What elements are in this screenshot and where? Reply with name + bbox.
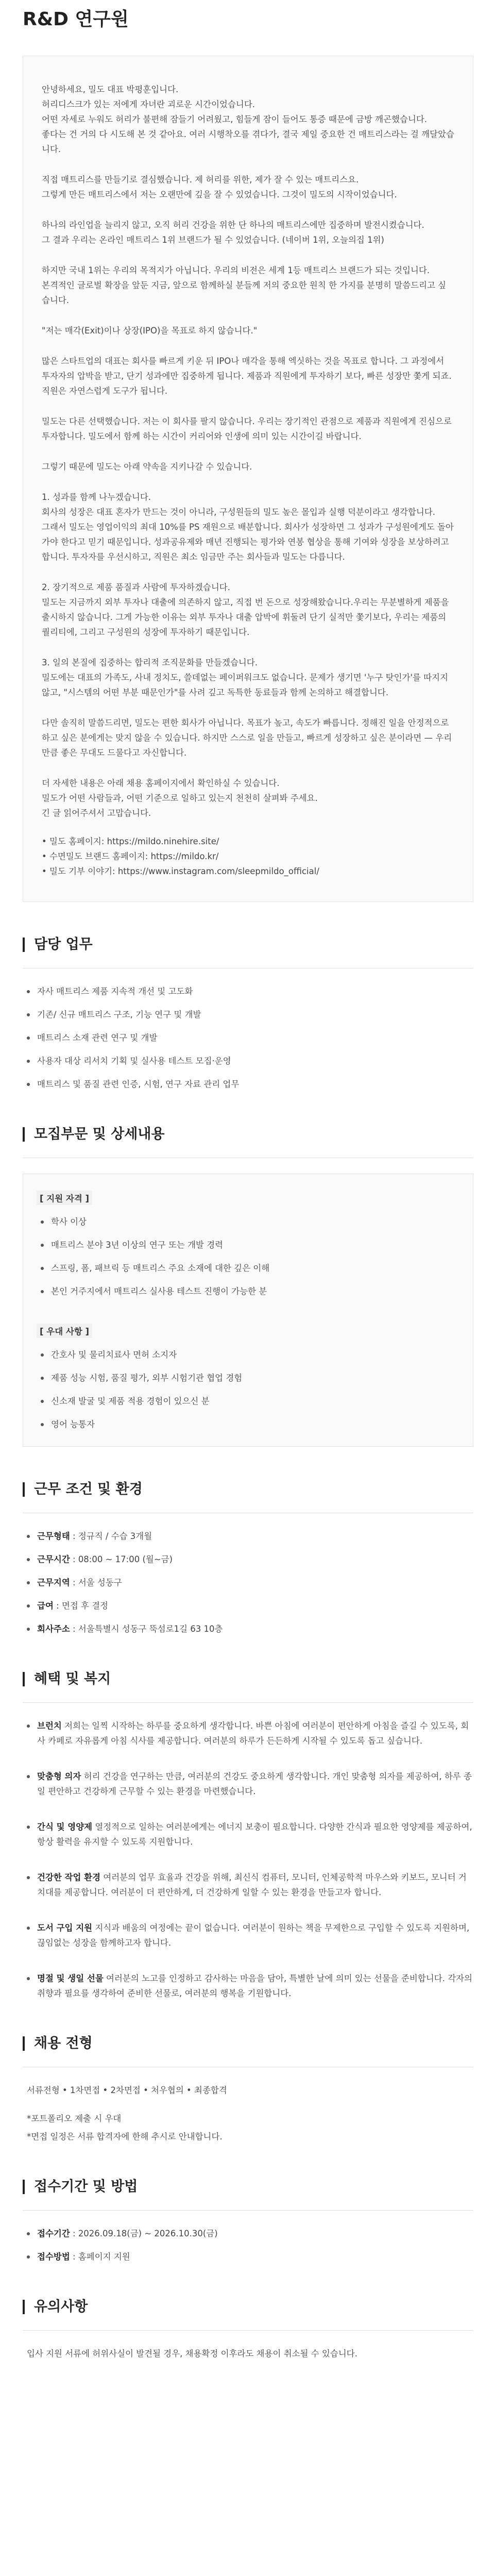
section-header (23, 1670, 473, 1688)
bullet-icon (27, 1977, 30, 1980)
list-item: 스프링, 폼, 패브릭 등 매트리스 주요 소재에 대한 깊은 이해 (37, 1261, 459, 1276)
intro-paragraph: 다만 솔직히 말씀드리면, 밀도는 편한 회사가 아닙니다. 목표가 높고, 속도가 빠릅니다. 정해진 일을 안정적으로 하고 싶은 분에게는 맞지 않을 수 있습니다. 하지만 스스로 일을 만들고, 빠르게 성장하고 싶은 분이라면 — 우리만큼 좋은 무대도 드물다고 자신합니다. (42, 718, 452, 758)
section-header (23, 2178, 473, 2196)
bullet-icon (27, 1581, 30, 1584)
bullet-icon (27, 1013, 30, 1016)
bullet-icon (27, 1036, 30, 1040)
section-benefits (23, 1670, 473, 2001)
bullet-icon (41, 1400, 44, 1403)
list-item: 매트리스 분야 3년 이상의 연구 또는 개발 경력 (37, 1237, 459, 1252)
list-item: 도서 구입 지원 지식과 배움의 여정에는 끝이 없습니다. 여러분이 원하는 책을 무제한으로 구입할 수 있도록 지원하며, 끊임없는 성장을 함께하고자 합니다. (23, 1920, 473, 1950)
intro-paragraph: 직접 매트리스를 만들기로 결심했습니다. 제 허리를 위한, 제가 잘 수 있는 매트리스요. 그렇게 만든 매트리스에서 저는 오랜만에 깊을 잘 수 있었습니다. 그것이 밀도의 시작이었습니다. (42, 175, 397, 199)
list-item: 본인 거주지에서 매트리스 실사용 테스트 진행이 가능한 분 (37, 1284, 459, 1299)
process-note: *면접 일정은 서류 합격자에 한해 추시로 안내합니다. (27, 2132, 223, 2142)
bullet-icon (27, 1775, 30, 1778)
link-homepage[interactable]: • 밀도 홈페이지: https://mildo.ninehire.site/ (42, 837, 219, 846)
list-item: 급여 : 면접 후 결정 (23, 1598, 473, 1613)
promise-3: 3. 일의 본질에 집중하는 합리적 조직문화를 만들겠습니다. 밀도에는 대표의 가족도, 사내 정치도, 쓸데없는 페이퍼워크도 없습니다. 문제가 생기면 '누구 탓인가'를 따지지 않고, "시스템의 어떤 부분 때문인가"를 사려 깊고 독특한 동료들과 함께 논의하고 해결합니다. (42, 658, 449, 697)
section-bar (23, 1672, 25, 1686)
intro-quote: "저는 매각(Exit)이나 상장(IPO)을 목표로 하지 않습니다." (42, 326, 258, 336)
preferred-label: [ 우대 사항 ] (37, 1324, 92, 1338)
section-bar (23, 1127, 25, 1142)
bullet-icon (41, 1353, 44, 1357)
list-item: 브런치 저희는 일찍 시작하는 하루를 중요하게 생각합니다. 바쁜 아침에 여러분이 편안하게 아침을 즐길 수 있도록, 회사 카페로 자유롭게 아침 식사를 제공합니다. 여러분의 하루가 든든하게 시작될 수 있도록 돕고 싶습니다. (23, 1718, 473, 1748)
bullet-icon (27, 1604, 30, 1608)
section-process (23, 2035, 473, 2144)
required-label: [ 지원 자격 ] (37, 1191, 92, 1205)
list-item: 명절 및 생일 선물 여러분의 노고를 인정하고 감사하는 마음을 담아, 특별한 날에 의미 있는 선물을 준비합니다. 각자의 취향과 필요를 생각하여 준비한 선물로, 여러분의 행복을 기원합니다. (23, 1971, 473, 2001)
process-note: *포트폴리오 제출 시 우대 (27, 2114, 122, 2123)
section-header (23, 2298, 473, 2316)
list-item: 회사주소 : 서울특별시 성동구 뚝섬로1길 63 10층 (23, 1621, 473, 1636)
section-title: 유의사항 (34, 2299, 88, 2315)
bullet-icon (41, 1290, 44, 1293)
bullet-icon (27, 1628, 30, 1631)
list-item: 맞춤형 의자 허리 건강을 연구하는 만큼, 여러분의 건강도 중요하게 생각합니다. 개인 맞춤형 의자를 제공하여, 하루 종일 편안하고 건강하게 근무할 수 있는 환경을 마련했습니다. (23, 1769, 473, 1799)
section-bar (23, 1482, 25, 1497)
process-steps: 서류전형 • 1차면접 • 2차면접 • 처우협의 • 최종합격 (27, 2085, 227, 2095)
bullet-icon (27, 1558, 30, 1561)
section-header (23, 1481, 473, 1498)
section-header (23, 936, 473, 954)
bullet-icon (27, 1535, 30, 1538)
section-notes (23, 2298, 473, 2361)
list-item: 간식 및 영양제 열정적으로 일하는 여러분에게는 에너지 보충이 필요합니다. 다양한 간식과 필요한 영양제를 제공하여, 항상 활력을 유지할 수 있도록 지원합니다. (23, 1819, 473, 1849)
promise-1: 1. 성과를 함께 나누겠습니다. 회사의 성장은 대표 혼자가 만드는 것이 아니라, 구성원들의 밀도 높은 몰입과 실행 덕분이라고 생각합니다. 그래서 밀도는 영업이익의 최대 10%를 PS 재원으로 배분합니다. 회사가 성장하면 그 성과가 구성원에게도 돌아가야 한다고 믿기 때문입니다. 성과공유제와 매년 진행되는 평가와 연봉 협상을 통해 기여와 성장을 보상하려고 합니다. 투자자를 우선시하고, 직원은 최소 임금만 주는 회사들과 밀도는 다릅니다. (42, 492, 454, 562)
page-title: R&D 연구원 (23, 9, 129, 30)
intro-paragraph: 하지만 국내 1위는 우리의 목적지가 아닙니다. 우리의 비전은 세계 1등 매트리스 브랜드가 되는 것입니다. 본격적인 글로벌 확장을 앞둔 지금, 앞으로 함께하실 분들께 저의 중요한 원칙 한 가지를 분명히 말씀드리고 싶습니다. (42, 265, 447, 305)
section-title: 근무 조건 및 환경 (34, 1481, 143, 1497)
section-title: 담당 업무 (34, 936, 93, 952)
section-bar (23, 2300, 25, 2314)
list-item: 접수기간 : 2026.09.18(금) ~ 2026.10.30(금) (23, 2226, 473, 2241)
divider (23, 2210, 473, 2211)
bullet-icon (27, 1083, 30, 1086)
link-brand[interactable]: • 수면밀도 브랜드 홈페이지: https://mildo.kr/ (42, 851, 219, 861)
section-title: 채용 전형 (34, 2035, 93, 2051)
list-item: 사용자 대상 리서치 기획 및 실사용 테스트 모집·운영 (23, 1053, 473, 1068)
intro-paragraph: 많은 스타트업의 대표는 회사를 빠르게 키운 뒤 IPO나 매각을 통해 엑싯하는 것을 목표로 합니다. 그 과정에서 투자자의 압박을 받고, 단기 성과에만 집중하게 됩니다. 제품과 직원에게 투자하기 보다, 빠른 성장만 쫓게 되죠. 직원은 자연스럽게 도구가 됩니다. (42, 356, 452, 396)
list-item: 영어 능통자 (37, 1417, 459, 1432)
promise-2: 2. 장기적으로 제품 품질과 사람에 투자하겠습니다. 밀도는 지금까지 외부 투자나 대출에 의존하지 않고, 직접 번 돈으로 성장해왔습니다.우리는 무분별하게 제품을 출시하지 않습니다. 그게 가능한 이유는 외부 투자나 대출 압박에 휘둘려 단기 실적만 쫓기보다, 우리는 제품의 퀄리티에, 그리고 구성원의 성장에 투자하기 때문입니다. (42, 582, 449, 637)
section-title: 혜택 및 복지 (34, 1671, 111, 1687)
divider (23, 2330, 473, 2331)
bullet-icon (41, 1220, 44, 1224)
bullet-icon (27, 2255, 30, 2259)
intro-paragraph: 그렇기 때문에 밀도는 아래 약속을 지키나갈 수 있습니다. (42, 462, 252, 472)
bullet-icon (27, 1876, 30, 1879)
section-header (23, 1126, 473, 1143)
intro-paragraph: 안녕하세요, 밀도 대표 박평훈입니다. 허리디스크가 있는 저에게 자녀란 괴로운 시간이었습니다. 어떤 자세로 누워도 허리가 불편해 잠들기 어려웠고, 힘들게 잠이 들어도 통증 때문에 금방 깨곤했습니다. 좋다는 건 거의 다 시도해 본 것 같아요. 여러 시행착오를 겪다가, 결국 제일 중요한 건 매트리스라는 걸 깨달았습니다. (42, 85, 454, 154)
intro-paragraph: 하나의 라인업을 늘리지 않고, 오직 허리 건강을 위한 단 하나의 매트리스에만 집중하며 발전시켰습니다. 그 결과 우리는 온라인 매트리스 1위 브랜드가 될 수 있었습니다. (네이버 1위, 오늘의집 1위) (42, 220, 424, 245)
bullet-icon (27, 2232, 30, 2235)
list-item: 학사 이상 (37, 1214, 459, 1229)
section-conditions (23, 1481, 473, 1636)
list-item: 매트리스 및 품질 관련 인증, 시험, 연구 자료 관리 업무 (23, 1077, 473, 1092)
section-title: 접수기간 및 방법 (34, 2179, 138, 2195)
list-item: 자사 매트리스 제품 지속적 개선 및 고도화 (23, 984, 473, 999)
intro-letter (23, 56, 473, 902)
qualification-box (23, 1174, 473, 1447)
list-item: 근무지역 : 서울 성동구 (23, 1575, 473, 1590)
list-item: 기존/ 신규 매트리스 구조, 기능 연구 및 개발 (23, 1007, 473, 1022)
divider (23, 1702, 473, 1703)
bullet-icon (41, 1267, 44, 1270)
intro-paragraph: 밀도는 다른 선택했습니다. 저는 이 회사를 팔지 않습니다. 우리는 장기적인 관점으로 제품과 직원에게 진심으로 투자합니다. 밀도에서 함께 하는 시간이 커리어와 인생에 의미 있는 시간이길 바랍니다. (42, 416, 452, 441)
list-item: 근무형태 : 정규직 / 수습 3개월 (23, 1529, 473, 1544)
bullet-icon (41, 1423, 44, 1426)
list-item: 신소재 발굴 및 제품 적용 경험이 있으신 분 (37, 1394, 459, 1409)
section-bar (23, 2180, 25, 2194)
intro-paragraph: 더 자세한 내용은 아래 채용 홈페이지에서 확인하실 수 있습니다. 밀도가 어떤 사람들과, 어떤 기준으로 일하고 있는지 천천히 살펴봐 주세요. 긴 글 읽어주셔서 고맙습니다. (42, 778, 318, 818)
list-item: 근무시간 : 08:00 ~ 17:00 (월~금) (23, 1552, 473, 1567)
list-item: 제품 성능 시험, 품질 평가, 외부 시험기관 협업 경험 (37, 1370, 459, 1385)
notes-text: 입사 지원 서류에 허위사실이 발견될 경우, 채용확정 이후라도 채용이 취소될 수 있습니다. (27, 2349, 357, 2358)
bullet-icon (27, 1927, 30, 1930)
section-recruit (23, 1126, 473, 1447)
list-item: 간호사 및 물리치료사 면허 소지자 (37, 1347, 459, 1362)
list-item: 매트리스 소재 관련 연구 및 개발 (23, 1030, 473, 1045)
link-donation[interactable]: • 밀도 기부 이야기: https://www.instagram.com/sleepmildo_official/ (42, 866, 319, 876)
section-title: 모집부문 및 상세내용 (34, 1126, 165, 1142)
bullet-icon (41, 1244, 44, 1247)
list-item: 접수방법 : 홈페이지 지원 (23, 2249, 473, 2264)
section-duties (23, 936, 473, 1092)
list-item: 건강한 작업 환경 여러분의 업무 효율과 건강을 위해, 최신식 컴퓨터, 모니터, 인체공학적 마우스와 키보드, 모니터 거치대를 제공합니다. 여러분이 더 편안하게, 더 건강하게 일할 수 있는 환경을 만들고자 합니다. (23, 1870, 473, 1900)
link-list (42, 834, 454, 879)
section-bar (23, 2036, 25, 2051)
bullet-icon (27, 990, 30, 993)
bullet-icon (27, 1725, 30, 1728)
section-bar (23, 938, 25, 952)
section-header (23, 2035, 473, 2052)
bullet-icon (41, 1377, 44, 1380)
bullet-icon (27, 1826, 30, 1829)
section-period (23, 2178, 473, 2264)
bullet-icon (27, 1060, 30, 1063)
